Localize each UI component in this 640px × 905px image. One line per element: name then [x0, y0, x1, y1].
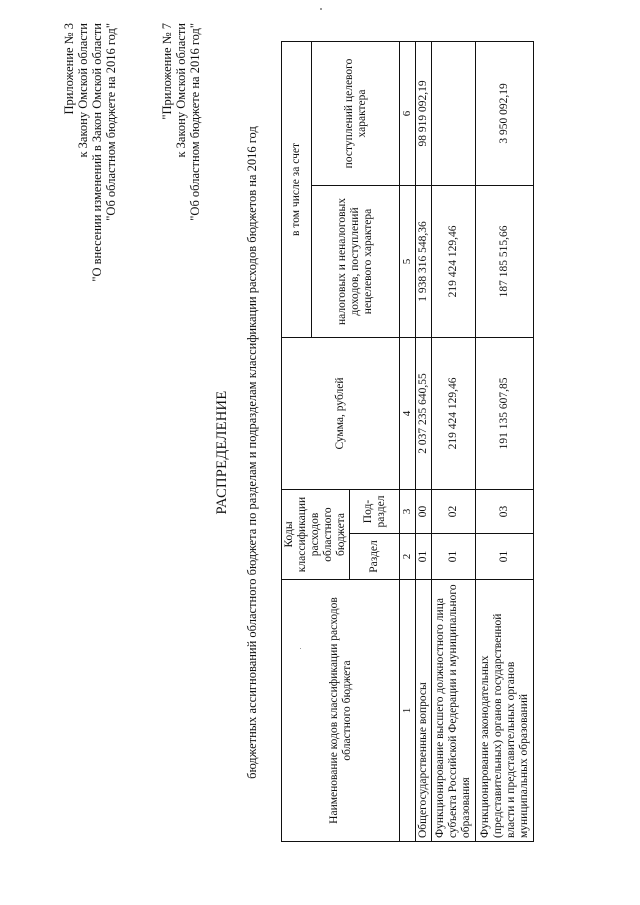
header-including: в том числе за счет	[282, 41, 312, 337]
row-section: 01	[476, 534, 534, 580]
appendix-3-line-1: Приложение № 3	[62, 23, 76, 115]
row-tax: 219 424 129,46	[432, 185, 476, 337]
row-subsection: 02	[432, 489, 476, 533]
scan-speck	[320, 8, 322, 10]
appendix-3-line-2: к Закону Омской области	[76, 23, 90, 158]
appendix-3-header	[62, 23, 118, 282]
table-row	[432, 41, 476, 841]
col-number: 2	[400, 534, 416, 580]
appendix-7-line-2: к Закону Омской области	[174, 23, 188, 158]
header-section: Раздел	[350, 534, 400, 580]
col-number: 6	[400, 41, 416, 185]
row-targeted: 98 919 092,19	[416, 41, 432, 185]
row-name: Функционирование высшего должностного лица субъекта Российской Федерации и муниципального образования	[432, 580, 476, 842]
budget-table	[281, 41, 534, 842]
row-subsection: 00	[416, 489, 432, 533]
header-codes: Коды классификации расходов областного бюджета	[282, 489, 350, 579]
col-number: 5	[400, 185, 416, 337]
scan-speck	[300, 648, 301, 649]
row-section: 01	[432, 534, 476, 580]
table-row	[416, 41, 432, 841]
title-block	[214, 0, 260, 905]
row-targeted: 3 950 092,19	[476, 41, 534, 185]
row-sum: 2 037 235 640,55	[416, 337, 432, 489]
table-row	[476, 41, 534, 841]
col-number: 1	[400, 580, 416, 842]
table-header-row	[282, 41, 312, 841]
col-number: 4	[400, 337, 416, 489]
row-section: 01	[416, 534, 432, 580]
appendix-3-line-3: "О внесении изменений в Закон Омской области	[90, 23, 104, 282]
document-title: РАСПРЕДЕЛЕНИЕ	[214, 390, 230, 515]
row-name: Общегосударственные вопросы	[416, 580, 432, 842]
col-number: 3	[400, 489, 416, 533]
header-name: Наименование кодов классификации расходов областного бюджета	[282, 580, 400, 842]
appendix-3-line-4: "Об областном бюджете на 2016 год"	[104, 23, 118, 221]
header-tax-revenue: налоговых и неналоговых доходов, поступлений нецелевого характера	[312, 185, 400, 337]
row-tax: 187 185 515,66	[476, 185, 534, 337]
row-targeted	[432, 41, 476, 185]
row-subsection: 03	[476, 489, 534, 533]
row-tax: 1 938 316 548,36	[416, 185, 432, 337]
appendix-7-header	[160, 23, 202, 221]
row-sum: 191 135 607,85	[476, 337, 534, 489]
header-targeted: поступлений целевого характера	[312, 41, 400, 185]
appendix-7-line-3: "Об областном бюджете на 2016 год"	[188, 23, 202, 221]
appendix-7-line-1: "Приложение № 7	[160, 23, 174, 120]
header-sum: Сумма, рублей	[282, 337, 400, 489]
row-sum: 219 424 129,46	[432, 337, 476, 489]
document-subtitle: бюджетных ассигнований областного бюджета по разделам и подразделам классификации расходов бюджетов на 2016 год	[245, 126, 259, 779]
row-name: Функционирование законодательных (представительных) органов государственной власти и представительных органов муниципальных образований	[476, 580, 534, 842]
header-subsection: Под-раздел	[350, 489, 400, 533]
column-number-row	[400, 41, 416, 841]
